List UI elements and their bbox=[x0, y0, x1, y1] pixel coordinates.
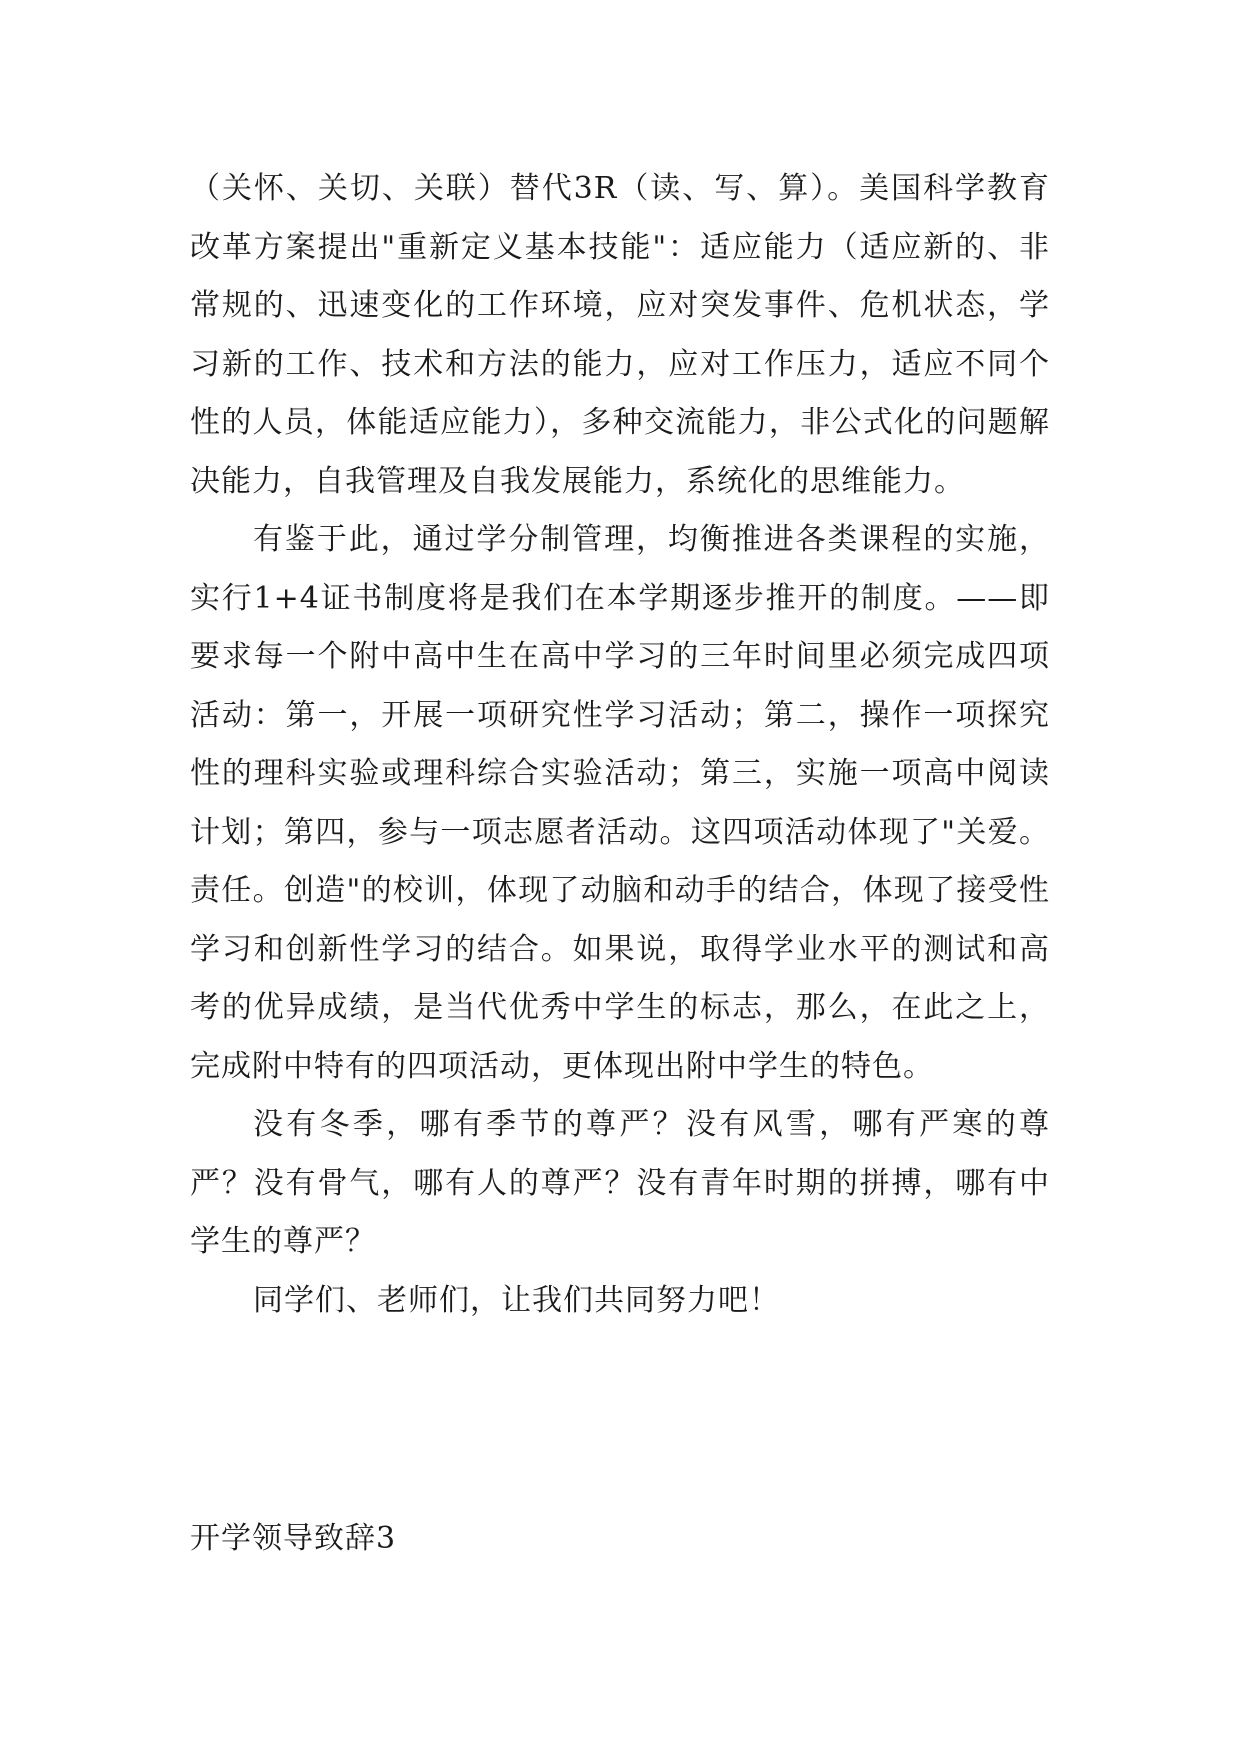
section-heading: 开学领导致辞3 bbox=[190, 1521, 397, 1556]
paragraph-basic-skills: （关怀、关切、关联）替代3R（读、写、算）。美国科学教育改革方案提出"重新定义基本技能"：适应能力（适应新的、非常规的、迅速变化的工作环境，应对突发事件、危机状态，学习新的工作、技术和方法的能力，应对工作压力，适应不同个性的人员，体能适应能力），多种交流能力，非公式化的问题解决能力，自我管理及自我发展能力，系统化的思维能力。 bbox=[190, 171, 1050, 499]
document-body bbox=[190, 160, 1050, 1330]
paragraph-credit-system: 有鉴于此，通过学分制管理，均衡推进各类课程的实施，实行1+4证书制度将是我们在本学期逐步推开的制度。——即要求每一个附中高中生在高中学习的三年时间里必须完成四项活动：第一，开展一项研究性学习活动；第二，操作一项探究性的理科实验或理科综合实验活动；第三，实施一项高中阅读计划；第四，参与一项志愿者活动。这四项活动体现了"关爱。责任。创造"的校训，体现了动脑和动手的结合，体现了接受性学习和创新性学习的结合。如果说，取得学业水平的测试和高考的优异成绩，是当代优秀中学生的标志，那么，在此之上，完成附中特有的四项活动，更体现出附中学生的特色。 bbox=[190, 522, 1050, 1084]
paragraph-dignity: 没有冬季，哪有季节的尊严？没有风雪，哪有严寒的尊严？没有骨气，哪有人的尊严？没有青年时期的拼搏，哪有中学生的尊严？ bbox=[190, 1107, 1050, 1259]
paragraph-closing: 同学们、老师们，让我们共同努力吧！ bbox=[253, 1282, 780, 1318]
